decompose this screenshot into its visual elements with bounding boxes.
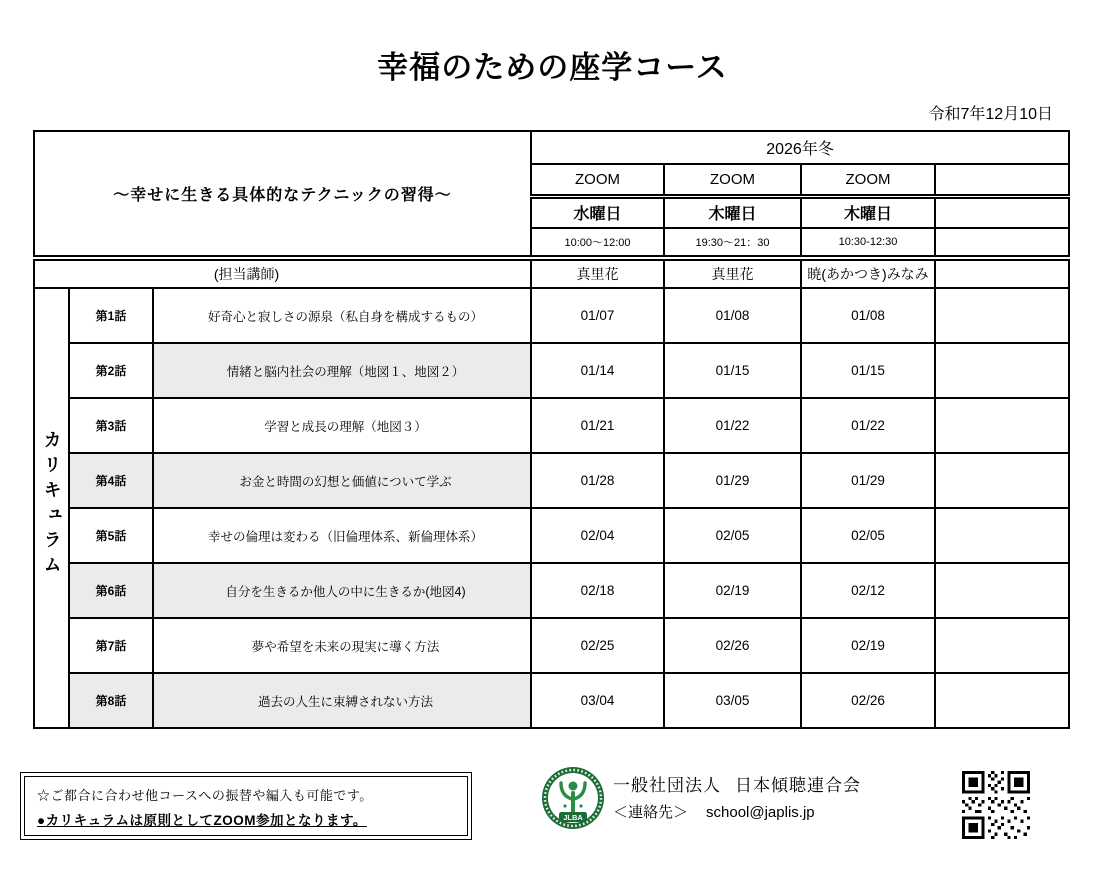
session-date: 01/21 xyxy=(531,398,664,453)
org-type: 一般社団法人 xyxy=(613,776,721,795)
session-date: 02/05 xyxy=(801,508,935,563)
issue-date: 令和7年12月10日 xyxy=(928,106,1053,123)
curriculum-row-4 xyxy=(34,453,1069,508)
session-date: 02/19 xyxy=(801,618,935,673)
episode-topic: 情緒と脳内社会の理解（地図１、地図２） xyxy=(153,343,531,398)
instructor-col-2: 真里花 xyxy=(664,258,801,288)
session-date: 01/07 xyxy=(531,288,664,343)
session-date: 02/12 xyxy=(801,563,935,618)
session-date: 01/15 xyxy=(664,343,801,398)
time-col-2: 19:30～21：30 xyxy=(664,228,801,258)
qr-code-icon xyxy=(962,771,1030,839)
curriculum-row-5 xyxy=(34,508,1069,563)
session-date: 02/19 xyxy=(664,563,801,618)
curriculum-row-2 xyxy=(34,343,1069,398)
episode-number: 第8話 xyxy=(69,673,153,728)
instructor-label: (担当講師) xyxy=(34,258,531,288)
episode-topic: お金と時間の幻想と価値について学ぶ xyxy=(153,453,531,508)
session-date: 01/22 xyxy=(664,398,801,453)
session-date: 02/26 xyxy=(801,673,935,728)
session-date-empty xyxy=(935,508,1069,563)
notes-box xyxy=(20,772,472,840)
organization-block xyxy=(613,771,861,822)
note-zoom-participation: ●カリキュラムは原則としてZOOM参加となります。 xyxy=(37,813,367,828)
episode-number: 第4話 xyxy=(69,453,153,508)
curriculum-row-3 xyxy=(34,398,1069,453)
session-date: 01/15 xyxy=(801,343,935,398)
time-col-3: 10:30-12:30 xyxy=(801,228,935,258)
weekday-col-3: 木曜日 xyxy=(801,196,935,228)
episode-topic: 過去の人生に束縛されない方法 xyxy=(153,673,531,728)
session-date-empty xyxy=(935,288,1069,343)
schedule-table xyxy=(33,130,1070,729)
session-date: 01/22 xyxy=(801,398,935,453)
episode-topic: 自分を生きるか他人の中に生きるか(地図4) xyxy=(153,563,531,618)
curriculum-axis-label: カリキュラム xyxy=(34,288,69,728)
episode-topic: 夢や希望を未来の現実に導く方法 xyxy=(153,618,531,673)
session-date-empty xyxy=(935,618,1069,673)
curriculum-row-7 xyxy=(34,618,1069,673)
notes-inner-frame xyxy=(24,776,468,836)
session-date: 01/14 xyxy=(531,343,664,398)
contact-label: ＜連絡先＞ xyxy=(613,804,689,821)
course-slogan: ～幸せに生きる具体的なテクニックの習得～ xyxy=(34,131,531,258)
time-col-1: 10:00～12:00 xyxy=(531,228,664,258)
session-date-empty xyxy=(935,453,1069,508)
episode-number: 第1話 xyxy=(69,288,153,343)
episode-number: 第3話 xyxy=(69,398,153,453)
session-date: 02/26 xyxy=(664,618,801,673)
platform-col-2: ZOOM xyxy=(664,164,801,196)
instructor-col-1: 真里花 xyxy=(531,258,664,288)
curriculum-row-1 xyxy=(34,288,1069,343)
instructor-col-3: 暁(あかつき)みなみ xyxy=(801,258,935,288)
episode-topic: 学習と成長の理解（地図３） xyxy=(153,398,531,453)
session-date: 02/25 xyxy=(531,618,664,673)
jlba-logo-icon xyxy=(541,766,605,830)
note-transfer: ☆ご都合に合わせ他コースへの振替や編入も可能です。 xyxy=(37,788,373,803)
session-date: 01/28 xyxy=(531,453,664,508)
instructor-col-4-empty xyxy=(935,258,1069,288)
curriculum-row-8 xyxy=(34,673,1069,728)
platform-col-3: ZOOM xyxy=(801,164,935,196)
curriculum-row-6 xyxy=(34,563,1069,618)
episode-number: 第5話 xyxy=(69,508,153,563)
season-header: 2026年冬 xyxy=(531,131,1069,164)
session-date: 01/08 xyxy=(801,288,935,343)
session-date: 02/04 xyxy=(531,508,664,563)
session-date-empty xyxy=(935,673,1069,728)
weekday-col-2: 木曜日 xyxy=(664,196,801,228)
platform-col-1: ZOOM xyxy=(531,164,664,196)
org-name: 日本傾聴連合会 xyxy=(735,776,861,795)
session-date: 01/29 xyxy=(664,453,801,508)
time-col-4-empty xyxy=(935,228,1069,258)
session-date-empty xyxy=(935,398,1069,453)
episode-number: 第6話 xyxy=(69,563,153,618)
session-date-empty xyxy=(935,343,1069,398)
page-title: 幸福のための座学コース xyxy=(377,50,728,85)
episode-number: 第7話 xyxy=(69,618,153,673)
contact-email: school@japlis.jp xyxy=(706,804,815,821)
episode-number: 第2話 xyxy=(69,343,153,398)
session-date: 03/05 xyxy=(664,673,801,728)
session-date: 01/08 xyxy=(664,288,801,343)
episode-topic: 好奇心と寂しさの源泉（私自身を構成するもの） xyxy=(153,288,531,343)
platform-col-4-empty xyxy=(935,164,1069,196)
logo-acronym: JLBA xyxy=(563,813,583,822)
weekday-col-1: 水曜日 xyxy=(531,196,664,228)
session-date-empty xyxy=(935,563,1069,618)
session-date: 02/18 xyxy=(531,563,664,618)
weekday-col-4-empty xyxy=(935,196,1069,228)
session-date: 01/29 xyxy=(801,453,935,508)
episode-topic: 幸せの倫理は変わる（旧倫理体系、新倫理体系） xyxy=(153,508,531,563)
session-date: 02/05 xyxy=(664,508,801,563)
session-date: 03/04 xyxy=(531,673,664,728)
